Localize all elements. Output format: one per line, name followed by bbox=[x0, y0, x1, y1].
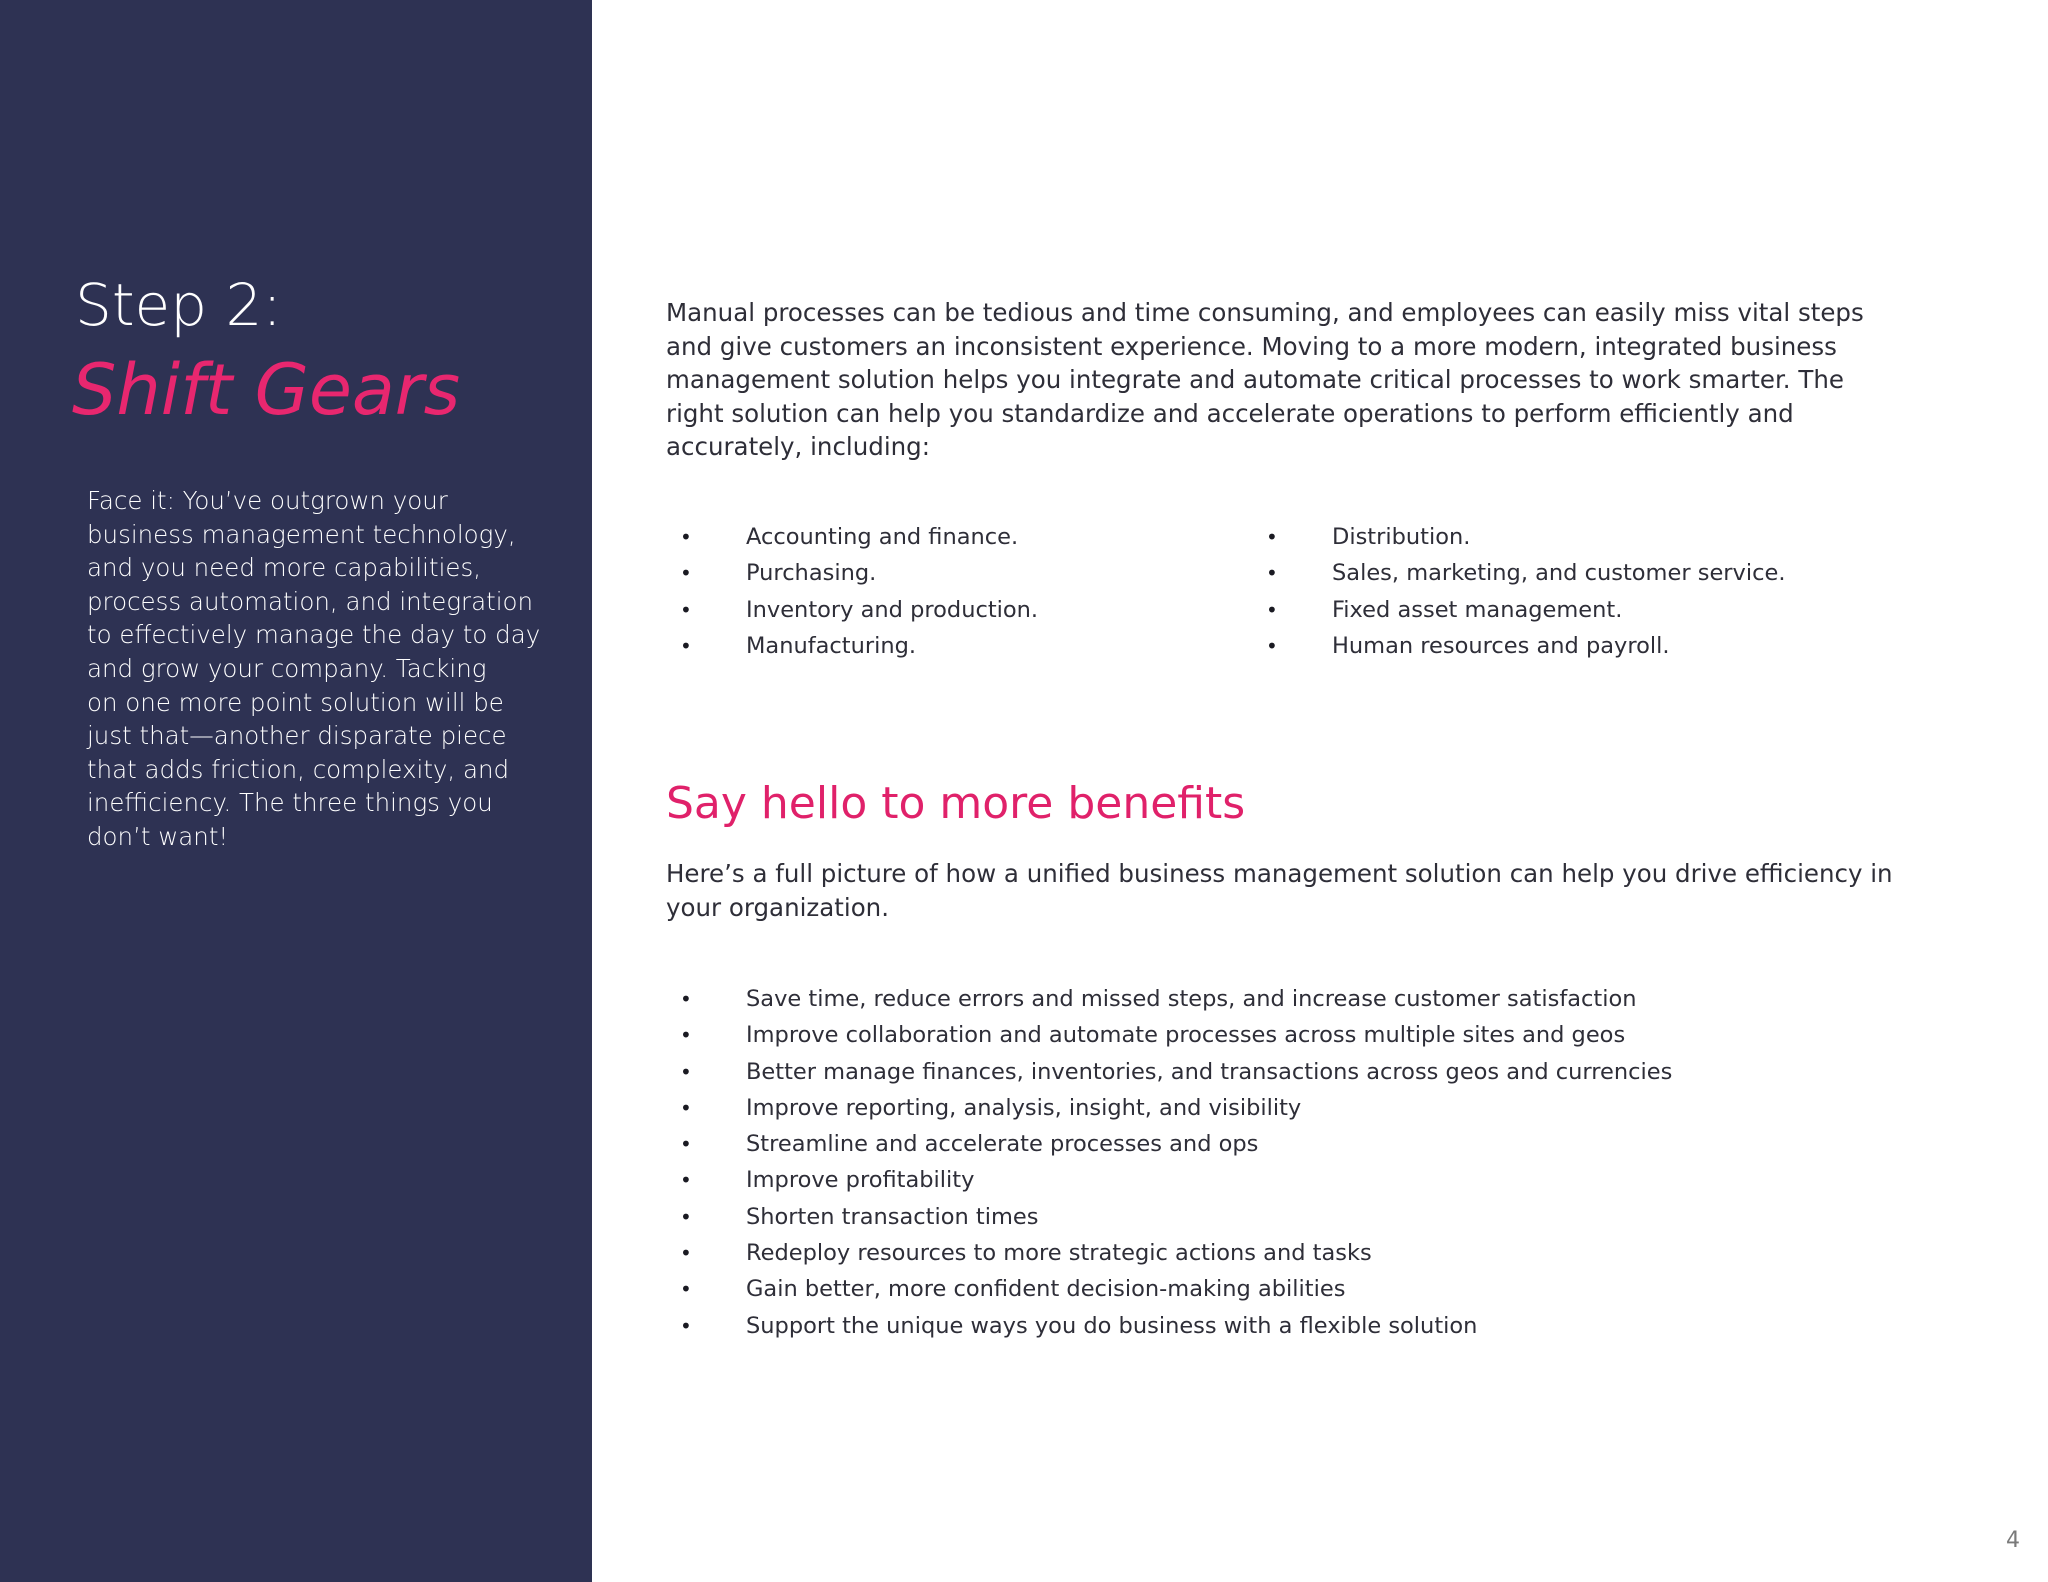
list-item bbox=[666, 555, 1038, 591]
bullet-icon: • bbox=[680, 525, 692, 549]
intro-paragraph bbox=[666, 296, 1906, 464]
bullet-icon: • bbox=[680, 633, 692, 658]
bullet-icon: • bbox=[1266, 525, 1278, 549]
page-number: 4 bbox=[2006, 1528, 2020, 1553]
list-item-label: Manufacturing. bbox=[746, 632, 917, 659]
list-item bbox=[666, 592, 1038, 628]
list-item-label: Streamline and accelerate processes and ops bbox=[746, 1131, 1259, 1158]
bullet-icon: • bbox=[680, 1168, 692, 1193]
list-item-label: Improve reporting, analysis, insight, and visibility bbox=[746, 1094, 1302, 1121]
list-item-label: Purchasing. bbox=[746, 560, 877, 587]
list-item bbox=[1252, 592, 1785, 628]
main-content bbox=[666, 0, 1966, 1582]
list-item-label: Save time, reduce errors and missed steps, and increase customer satisfaction bbox=[746, 986, 1637, 1012]
list-item-label: Support the unique ways you do business with a flexible solution bbox=[746, 1312, 1478, 1339]
bullet-icon: • bbox=[680, 1023, 692, 1048]
list-item bbox=[666, 1199, 1672, 1235]
section-heading: Say hello to more benefits bbox=[666, 778, 1246, 829]
list-item bbox=[1252, 628, 1785, 664]
bullet-icon: • bbox=[680, 1095, 692, 1120]
sidebar-intro-line: and you need more capabilities, bbox=[87, 553, 482, 583]
section-line: Here’s a full picture of how a unified business management solution can help you drive efficiency in bbox=[666, 859, 1893, 888]
list-item bbox=[666, 981, 1672, 1017]
list-item-label: Improve profitability bbox=[746, 1167, 975, 1194]
list-item bbox=[666, 1235, 1672, 1271]
list-item-label: Better manage finances, inventories, and transactions across geos and currencies bbox=[746, 1058, 1673, 1085]
list-item bbox=[666, 1308, 1672, 1344]
list-item bbox=[1252, 519, 1785, 555]
list-item bbox=[666, 1017, 1672, 1053]
intro-line: accurately, including: bbox=[666, 432, 930, 462]
bullet-icon: • bbox=[680, 1277, 692, 1302]
sidebar-intro-line: don’t want! bbox=[87, 821, 229, 851]
list-item-label: Shorten transaction times bbox=[746, 1203, 1039, 1230]
intro-line: Manual processes can be tedious and time consuming, and employees can easily miss vital steps bbox=[666, 298, 1864, 327]
section-paragraph bbox=[666, 857, 1906, 924]
bullet-icon: • bbox=[680, 1204, 692, 1229]
bullet-icon: • bbox=[680, 597, 692, 622]
intro-line: and give customers an inconsistent experience. Moving to a more modern, integrated business bbox=[666, 331, 1837, 361]
sidebar-intro-line: to effectively manage the day to day bbox=[87, 620, 541, 650]
bullet-icon: • bbox=[1266, 633, 1278, 658]
list-item-label: Gain better, more confident decision-making abilities bbox=[746, 1276, 1346, 1303]
process-list-right bbox=[1252, 519, 1785, 664]
list-item bbox=[1252, 555, 1785, 591]
sidebar-intro-line: and grow your company. Tacking bbox=[87, 653, 487, 683]
sidebar-intro-line: just that—another disparate piece bbox=[87, 721, 507, 751]
process-list-left bbox=[666, 519, 1038, 664]
list-item-label: Distribution. bbox=[1332, 524, 1471, 550]
step-label: Step 2: bbox=[75, 271, 282, 339]
list-item bbox=[666, 1126, 1672, 1162]
list-item-label: Human resources and payroll. bbox=[1332, 632, 1670, 659]
sidebar-intro-line: that adds friction, complexity, and bbox=[87, 754, 510, 784]
sidebar-panel bbox=[0, 0, 592, 1582]
bullet-icon: • bbox=[1266, 561, 1278, 586]
list-item bbox=[666, 519, 1038, 555]
list-item-label: Sales, marketing, and customer service. bbox=[1332, 560, 1786, 587]
benefits-list bbox=[666, 981, 1672, 1344]
sidebar-intro-line: process automation, and integration bbox=[87, 586, 534, 616]
bullet-icon: • bbox=[680, 1059, 692, 1084]
bullet-icon: • bbox=[680, 1313, 692, 1338]
list-item-label: Redeploy resources to more strategic actions and tasks bbox=[746, 1240, 1372, 1267]
bullet-icon: • bbox=[680, 987, 692, 1011]
list-item-label: Improve collaboration and automate processes across multiple sites and geos bbox=[746, 1022, 1626, 1049]
intro-line: right solution can help you standardize and accelerate operations to perform efficiently and bbox=[666, 398, 1794, 428]
list-item bbox=[666, 1090, 1672, 1126]
list-item bbox=[666, 1271, 1672, 1307]
list-item-label: Inventory and production. bbox=[746, 596, 1039, 623]
sidebar-intro-text bbox=[87, 484, 541, 854]
list-item bbox=[666, 1162, 1672, 1198]
sidebar-intro-line: business management technology, bbox=[87, 519, 516, 549]
step-title: Shift Gears bbox=[72, 349, 461, 431]
list-item bbox=[666, 628, 1038, 664]
intro-line: management solution helps you integrate and automate critical processes to work smarter. The bbox=[666, 365, 1844, 395]
sidebar-intro-line: on one more point solution will be bbox=[87, 687, 504, 717]
sidebar-intro-line: inefficiency. The three things you bbox=[87, 788, 493, 818]
bullet-icon: • bbox=[680, 1241, 692, 1266]
section-line: your organization. bbox=[666, 892, 890, 922]
list-item-label: Fixed asset management. bbox=[1332, 596, 1623, 623]
bullet-icon: • bbox=[680, 1132, 692, 1157]
sidebar-intro-line: Face it: You’ve outgrown your bbox=[87, 486, 448, 515]
list-item-label: Accounting and finance. bbox=[746, 524, 1019, 550]
bullet-icon: • bbox=[680, 561, 692, 586]
bullet-icon: • bbox=[1266, 597, 1278, 622]
list-item bbox=[666, 1054, 1672, 1090]
